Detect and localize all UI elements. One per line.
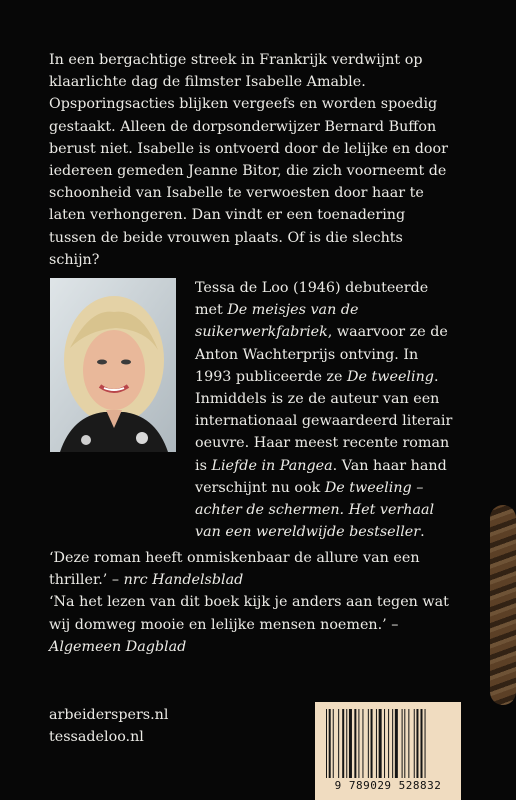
- quote-2-source: Algemeen Dagblad: [49, 638, 187, 655]
- quote-1: [49, 547, 449, 591]
- book-title-1: De meisjes van de suikerwerkfabriek: [195, 302, 359, 341]
- bio-text-4: . Van haar hand verschijnt nu ook: [195, 457, 447, 496]
- author-photo: [50, 278, 176, 452]
- rope-decoration: [490, 505, 516, 705]
- quote-2-text: ‘Na het lezen van dit boek kijk je anders aan tegen wat wij domweg mooie en lelijke mensen noemen.’ –: [49, 594, 449, 633]
- quote-1-source: nrc Handelsblad: [123, 572, 244, 589]
- book-title-3: Liefde in Pangea: [211, 457, 333, 474]
- bio-text-3: . Inmiddels is ze de auteur van een internationaal gewaardeerd literair oeuvre. Haar meest recente roman is: [195, 368, 453, 474]
- link-author[interactable]: tessadeloo.nl: [49, 729, 144, 746]
- isbn-number: 9 789029 528832: [334, 779, 442, 792]
- book-title-4: De tweeling – achter de schermen. Het verhaal van een wereldwijde bestseller: [195, 479, 435, 541]
- blurb-text: In een bergachtige streek in Frankrijk verdwijnt op klaarlichte dag de filmster Isabelle Amable. Opsporingsacties blijken vergeefs en worden spoedig gestaakt. Alleen de dorpsonderwijzer Bernard Buffon berust niet. Isabelle is ontvoerd door de lelijke en door iedereen gemeden Jeanne Bitor, die zich voorneemt de schoonheid van Isabelle te verwoesten door haar te laten verhongeren. Dan vindt er een toenadering tussen de beide vrouwen plaats. Of is die slechts schijn?: [49, 52, 448, 268]
- quote-2: [49, 591, 449, 658]
- quote-1-text: ‘Deze roman heeft onmiskenbaar de allure van een thriller.’ –: [49, 550, 420, 589]
- barcode: [315, 702, 461, 800]
- bio-text-2: , waarvoor ze de Anton Wachterprijs ontving. In 1993 publiceerde ze: [195, 324, 448, 385]
- bio-text-1: Tessa de Loo (1946) debuteerde met: [195, 280, 429, 319]
- website-links: [49, 704, 168, 748]
- barcode-bars-image: [324, 709, 452, 778]
- author-bio-upper: [195, 277, 453, 541]
- author-portrait-image: [50, 278, 176, 452]
- review-quotes: [49, 547, 449, 658]
- bio-text-5: .: [420, 524, 425, 541]
- book-title-2: De tweeling: [347, 368, 434, 385]
- link-publisher[interactable]: arbeiderspers.nl: [49, 707, 169, 723]
